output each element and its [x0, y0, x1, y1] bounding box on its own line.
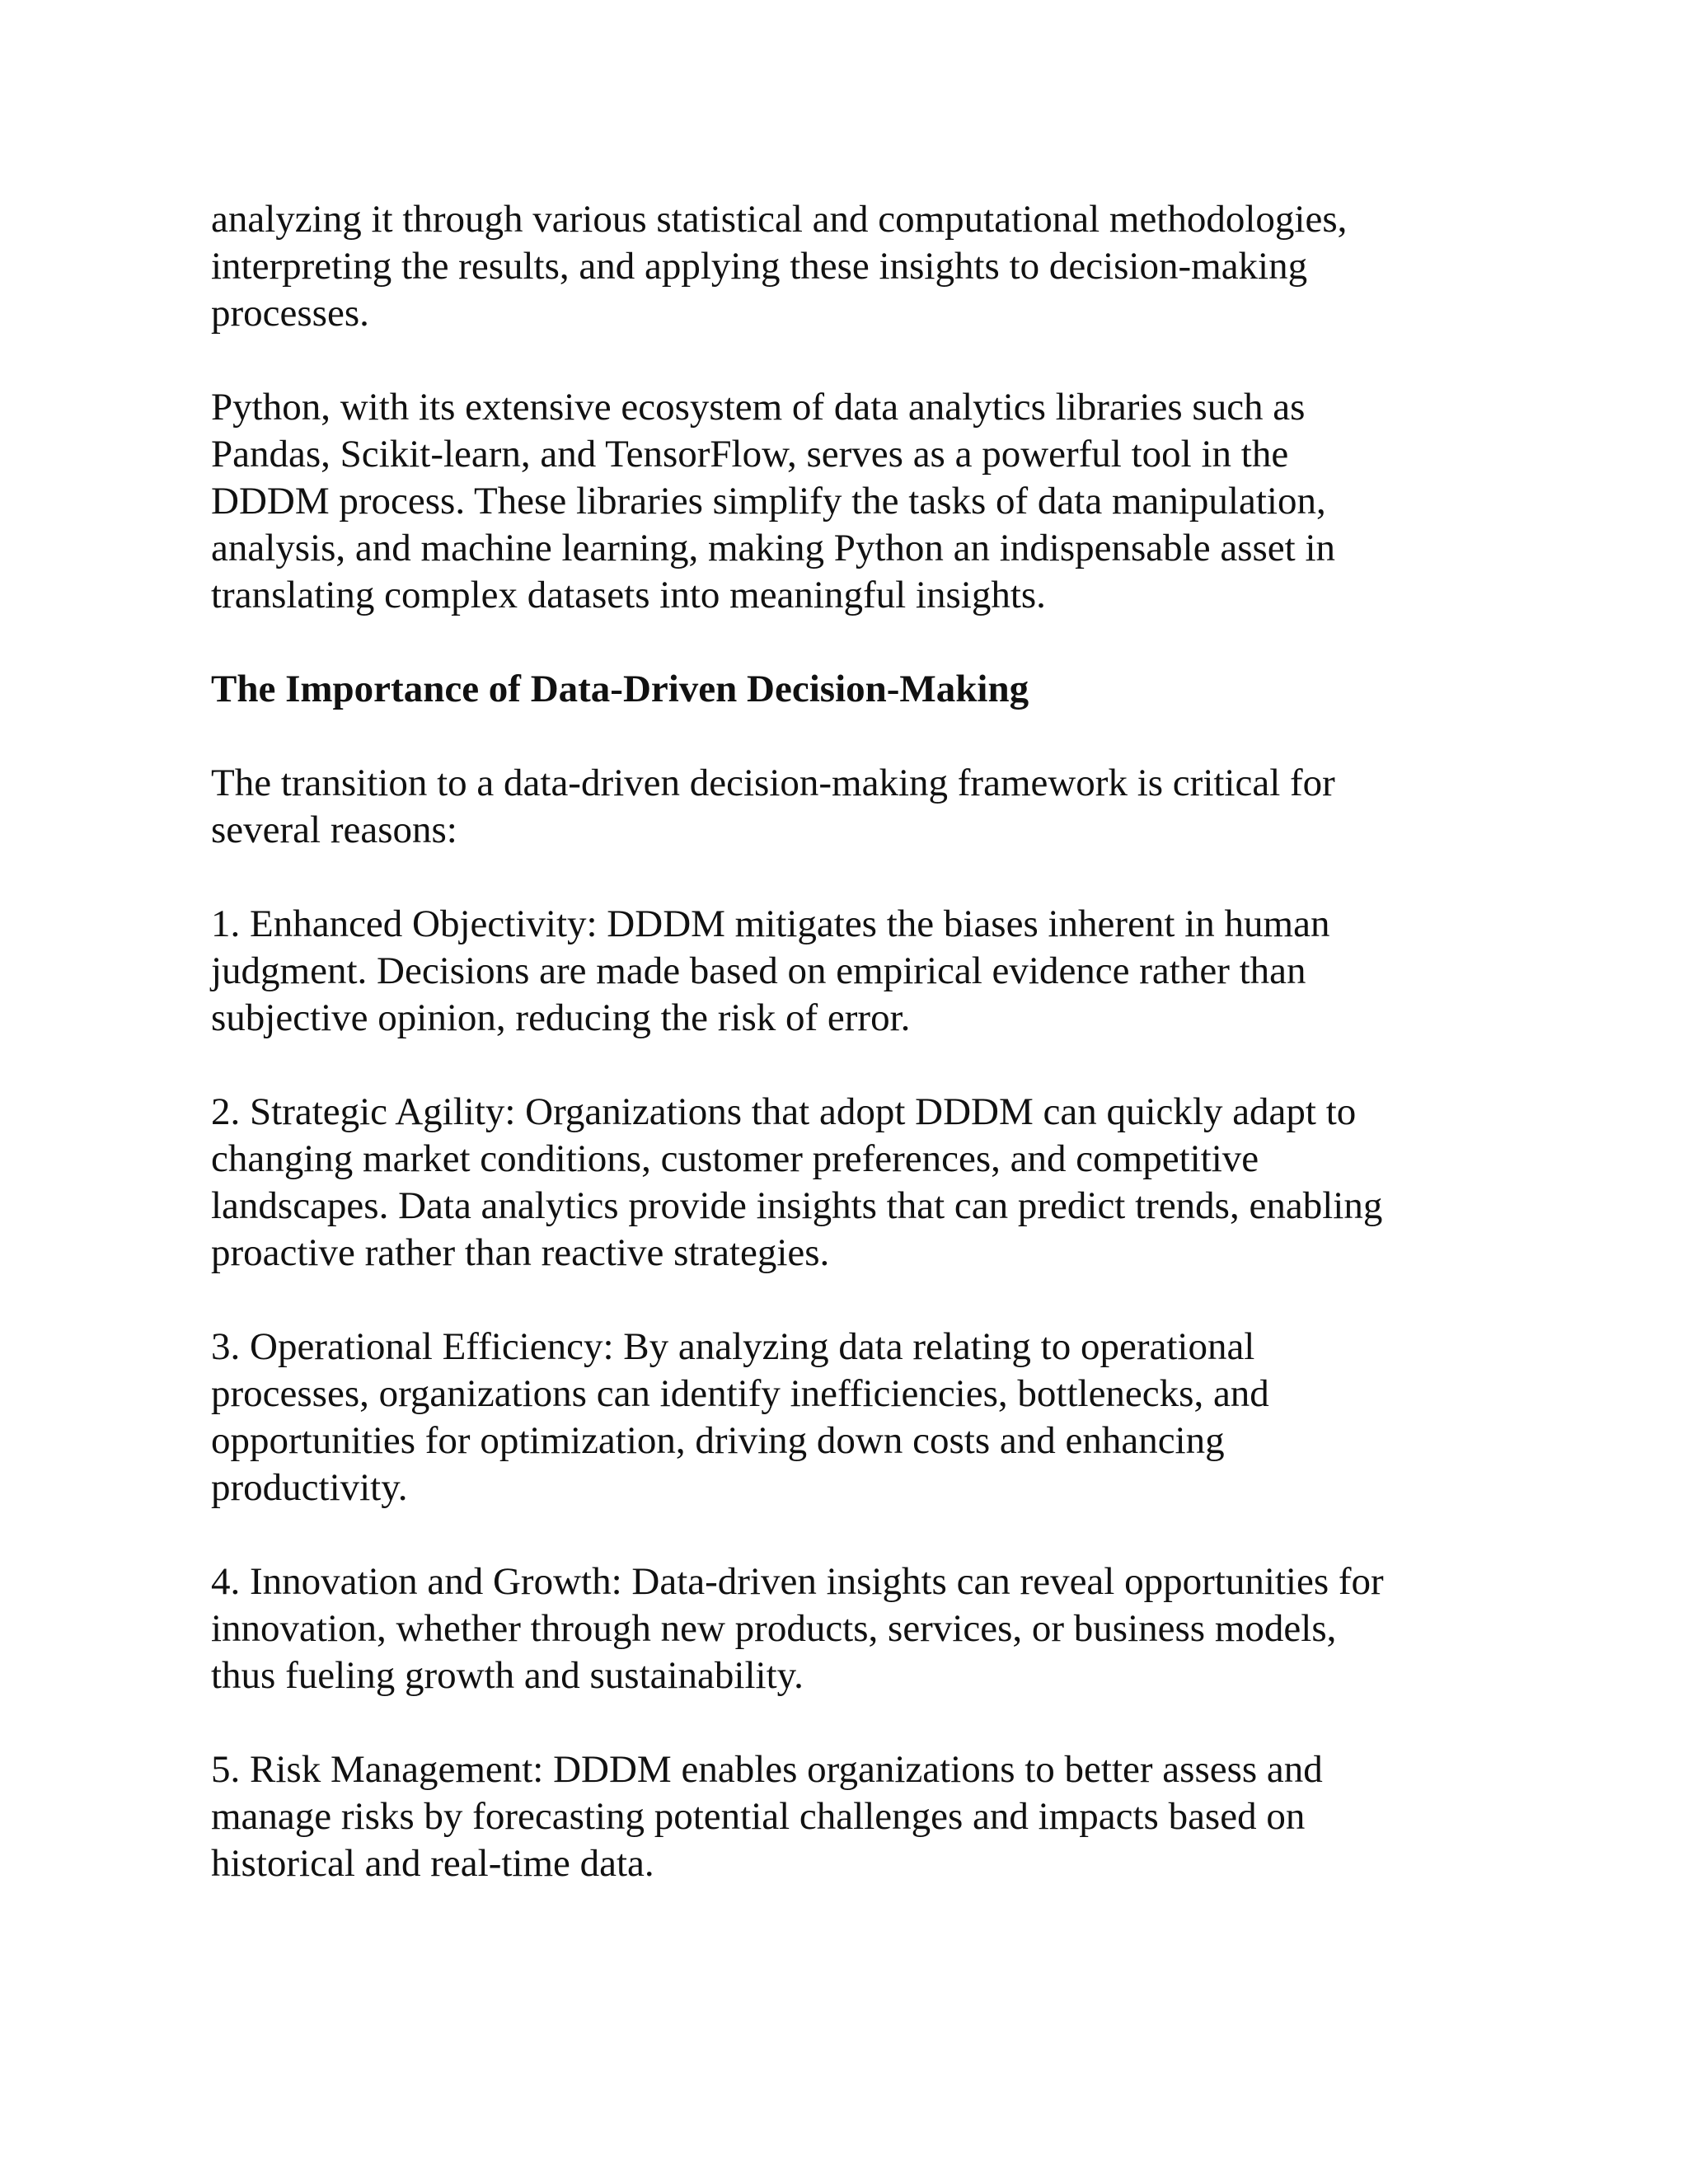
text-line: historical and real-time data. [211, 1842, 654, 1885]
text-line: landscapes. Data analytics provide insights that can predict trends, enabling [211, 1184, 1383, 1227]
text-line: DDDM process. These libraries simplify the tasks of data manipulation, [211, 480, 1326, 523]
text-line: subjective opinion, reducing the risk of error. [211, 996, 911, 1039]
text-line: interpreting the results, and applying these insights to decision-making [211, 245, 1308, 288]
text-line: proactive rather than reactive strategies. [211, 1231, 830, 1274]
list-item-enhanced-objectivity [211, 901, 1497, 1042]
text-line: 4. Innovation and Growth: Data-driven insights can reveal opportunities for [211, 1560, 1384, 1603]
text-line: several reasons: [211, 808, 457, 851]
text-line: analyzing it through various statistical and computational methodologies, [211, 198, 1348, 241]
text-line: manage risks by forecasting potential challenges and impacts based on [211, 1795, 1306, 1838]
text-line: opportunities for optimization, driving down costs and enhancing [211, 1419, 1225, 1462]
text-line: thus fueling growth and sustainability. [211, 1654, 804, 1697]
text-line: translating complex datasets into meaningful insights. [211, 574, 1046, 616]
text-line: Python, with its extensive ecosystem of data analytics libraries such as [211, 386, 1306, 429]
intro-paragraph-1 [211, 196, 1497, 337]
list-item-strategic-agility [211, 1089, 1497, 1277]
list-item-operational-efficiency [211, 1324, 1497, 1511]
text-line: analysis, and machine learning, making Python an indispensable asset in [211, 527, 1336, 569]
document-body [211, 196, 1497, 1887]
list-item-risk-management [211, 1746, 1497, 1887]
text-line: Pandas, Scikit-learn, and TensorFlow, serves as a powerful tool in the [211, 433, 1289, 476]
text-line: 2. Strategic Agility: Organizations that adopt DDDM can quickly adapt to [211, 1090, 1357, 1133]
text-line: 3. Operational Efficiency: By analyzing data relating to operational [211, 1325, 1255, 1368]
text-line: innovation, whether through new products, services, or business models, [211, 1607, 1337, 1650]
text-line: changing market conditions, customer preferences, and competitive [211, 1137, 1259, 1180]
text-line: 1. Enhanced Objectivity: DDDM mitigates the biases inherent in human [211, 902, 1330, 945]
text-line: 5. Risk Management: DDDM enables organizations to better assess and [211, 1748, 1323, 1791]
lead-paragraph [211, 760, 1497, 854]
text-line: The transition to a data-driven decision-making framework is critical for [211, 762, 1335, 804]
text-line: judgment. Decisions are made based on empirical evidence rather than [211, 949, 1306, 992]
text-line: processes. [211, 292, 369, 335]
section-heading: The Importance of Data-Driven Decision-Making [211, 668, 1029, 710]
text-line: productivity. [211, 1466, 408, 1509]
text-line: processes, organizations can identify inefficiencies, bottlenecks, and [211, 1372, 1269, 1415]
intro-paragraph-2 [211, 384, 1497, 619]
list-item-innovation-growth [211, 1558, 1497, 1699]
